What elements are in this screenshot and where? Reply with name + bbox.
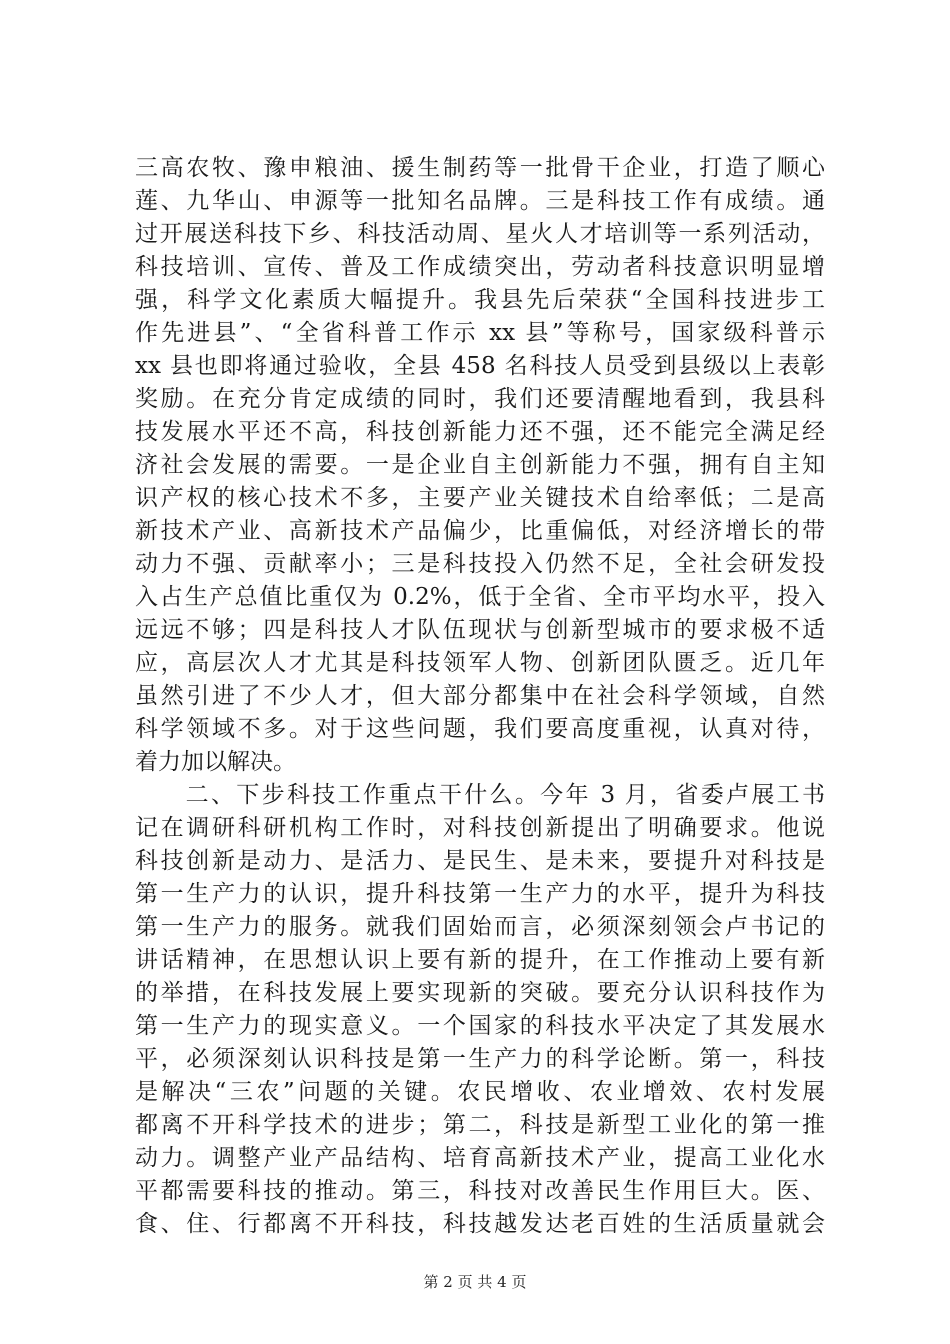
- text-line: 远远不够；四是科技人才队伍现状与创新型城市的要求极不适: [135, 617, 825, 643]
- text-line: 平都需要科技的推动。第三，科技对改善民生作用巨大。医、: [135, 1178, 825, 1204]
- text-line: 科技培训、宣传、普及工作成绩突出，劳动者科技意识明显增: [135, 254, 825, 280]
- text-line: 科学领域不多。对于这些问题，我们要高度重视，认真对待，: [135, 716, 825, 742]
- text-line: 过开展送科技下乡、科技活动周、星火人才培训等一系列活动，: [135, 221, 825, 247]
- text-line: 科技创新是动力、是活力、是民生、是未来，要提升对科技是: [135, 848, 825, 874]
- text-line: 动力。调整产业产品结构、培育高新技术产业，提高工业化水: [135, 1145, 825, 1171]
- text-line: xx 县也即将通过验收，全县 458 名科技人员受到县级以上表彰: [135, 353, 825, 379]
- text-line: 济社会发展的需要。一是企业自主创新能力不强，拥有自主知: [135, 452, 825, 478]
- text-line: 强，科学文化素质大幅提升。我县先后荣获“全国科技进步工: [135, 287, 825, 313]
- text-line: 是解决“三农”问题的关键。农民增收、农业增效、农村发展: [135, 1079, 825, 1105]
- text-line: 讲话精神，在思想认识上要有新的提升，在工作推动上要有新: [135, 947, 825, 973]
- paragraph-2: [135, 779, 825, 1241]
- text-line: 记在调研科研机构工作时，对科技创新提出了明确要求。他说: [135, 815, 825, 841]
- text-line: 应，高层次人才尤其是科技领军人物、创新团队匮乏。近几年: [135, 650, 825, 676]
- text-line: 新技术产业、高新技术产品偏少，比重偏低，对经济增长的带: [135, 518, 825, 544]
- text-line: 三高农牧、豫申粮油、援生制药等一批骨干企业，打造了顺心: [135, 155, 825, 181]
- text-line: 识产权的核心技术不多，主要产业关键技术自给率低；二是高: [135, 485, 825, 511]
- text-line: 技发展水平还不高，科技创新能力还不强，还不能完全满足经: [135, 419, 825, 445]
- text-line: 着力加以解决。: [135, 749, 296, 775]
- text-line: 奖励。在充分肯定成绩的同时，我们还要清醒地看到，我县科: [135, 386, 825, 412]
- text-line: 二、下步科技工作重点干什么。今年 3 月，省委卢展工书: [135, 782, 825, 808]
- text-line: 莲、九华山、申源等一批知名品牌。三是科技工作有成绩。通: [135, 188, 825, 214]
- page-number-footer: 第 2 页 共 4 页: [423, 1273, 527, 1291]
- text-line: 的举措，在科技发展上要实现新的突破。要充分认识科技作为: [135, 980, 825, 1006]
- text-line: 第一生产力的现实意义。一个国家的科技水平决定了其发展水: [135, 1013, 825, 1039]
- paragraph-1: [135, 152, 825, 779]
- text-line: 食、住、行都离不开科技，科技越发达老百姓的生活质量就会: [135, 1211, 825, 1237]
- text-line: 第一生产力的认识，提升科技第一生产力的水平，提升为科技: [135, 881, 825, 907]
- text-line: 平，必须深刻认识科技是第一生产力的科学论断。第一，科技: [135, 1046, 825, 1072]
- text-line: 入占生产总值比重仅为 0.2%，低于全省、全市平均水平，投入: [135, 584, 825, 610]
- text-line: 虽然引进了不少人才，但大部分都集中在社会科学领域，自然: [135, 683, 825, 709]
- text-line: 作先进县”、“全省科普工作示 xx 县”等称号，国家级科普示: [135, 320, 825, 346]
- text-line: 都离不开科学技术的进步；第二，科技是新型工业化的第一推: [135, 1112, 825, 1138]
- text-line: 第一生产力的服务。就我们固始而言，必须深刻领会卢书记的: [135, 914, 825, 940]
- text-line: 动力不强、贡献率小；三是科技投入仍然不足，全社会研发投: [135, 551, 825, 577]
- body-text: [135, 152, 825, 1241]
